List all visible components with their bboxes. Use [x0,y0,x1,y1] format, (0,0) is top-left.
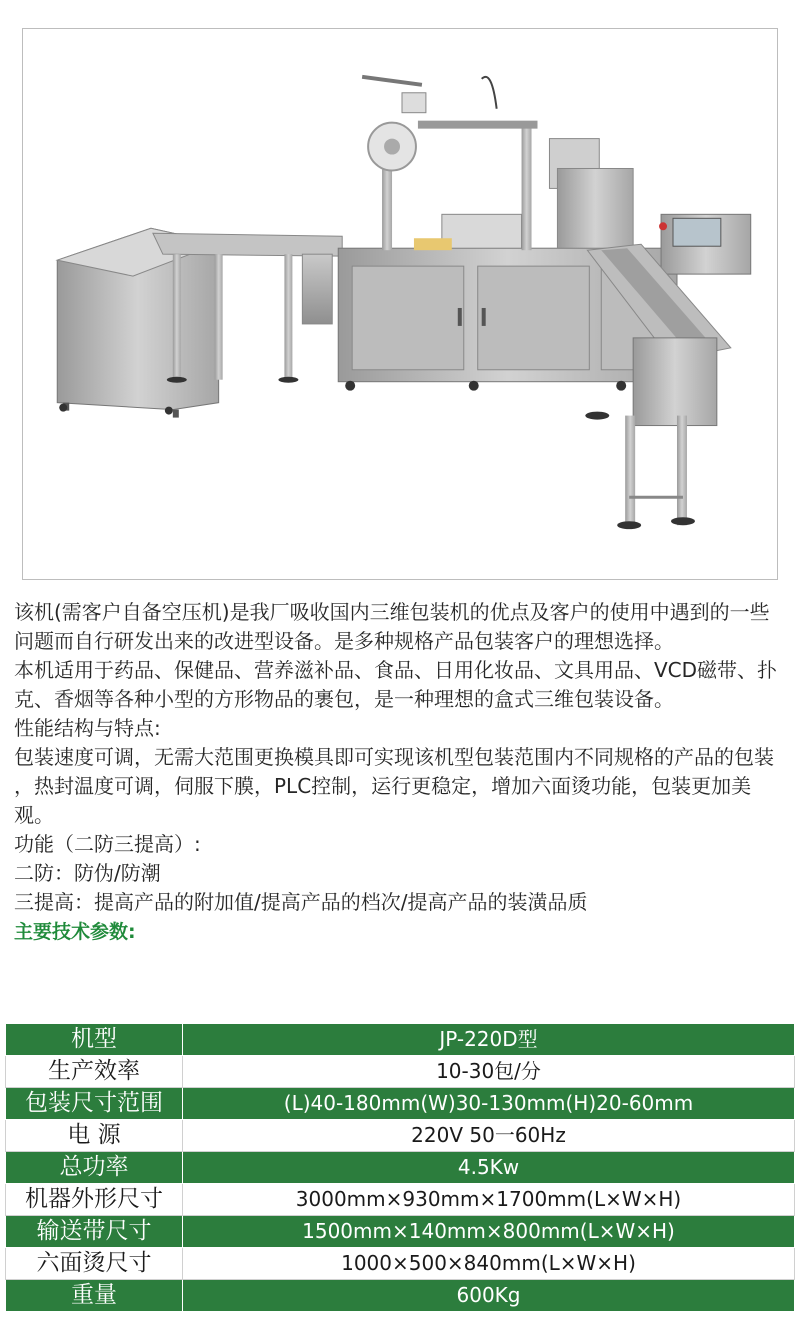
param-value: 10-30包/分 [183,1056,795,1088]
param-label: 机型 [6,1024,183,1056]
table-row [6,1184,795,1216]
function-title: 功能（二防三提高）: [14,832,201,856]
features-title: 性能结构与特点: [14,716,161,740]
table-row [6,1088,795,1120]
table-row [6,1056,795,1088]
left-feed-cabinet [57,228,218,417]
features-text: 包装速度可调，无需大范围更换模具即可实现该机型包装范围内不同规格的产品的包装 ，热封温度可调，伺服下膜，PLC控制，运行更稳定，增加六面烫功能，包装更加美观。 [14,745,774,827]
function-three-improvement: 三提高：提高产品的附加值/提高产品的档次/提高产品的装潢品质 [14,890,588,914]
tech-params-table [5,1023,795,1312]
table-row [6,1280,795,1312]
function-two-prevention: 二防：防伪/防潮 [14,861,161,885]
description-usage: 本机适用于药品、保健品、营养滋补品、食品、日用化妆品、文具用品、VCD磁带、扑克、香烟等各种小型的方形物品的裹包，是一种理想的盒式三维包装设备。 [14,658,778,711]
param-value: 1500mm×140mm×800mm(L×W×H) [183,1216,795,1248]
table-row [6,1152,795,1184]
param-label: 机器外形尺寸 [6,1184,183,1216]
param-label: 包装尺寸范围 [6,1088,183,1120]
table-row [6,1024,795,1056]
packaging-machine-photo [23,29,777,579]
param-label: 电 源 [6,1120,183,1152]
param-label: 六面烫尺寸 [6,1248,183,1280]
param-value: 1000×500×840mm(L×W×H) [183,1248,795,1280]
param-label: 重量 [6,1280,183,1312]
param-value: 220V 50一60Hz [183,1120,795,1152]
product-description [14,598,786,947]
param-value: 600Kg [183,1280,795,1312]
param-value: 3000mm×930mm×1700mm(L×W×H) [183,1184,795,1216]
param-label: 输送带尺寸 [6,1216,183,1248]
product-photo-frame [22,28,778,580]
param-value: JP-220D型 [183,1024,795,1056]
param-value: 4.5Kw [183,1152,795,1184]
film-unit-frame [362,77,537,250]
description-intro: 该机(需客户自备空压机)是我厂吸收国内三维包装机的优点及客户的使用中遇到的一些问题而自行研发出来的改进型设备。是多种规格产品包装客户的理想选择。 [14,600,770,653]
table-row [6,1216,795,1248]
table-row [6,1248,795,1280]
table-row [6,1120,795,1152]
param-label: 生产效率 [6,1056,183,1088]
param-value: (L)40-180mm(W)30-130mm(H)20-60mm [183,1088,795,1120]
params-heading: 主要技术参数: [14,921,136,943]
param-label: 总功率 [6,1152,183,1184]
